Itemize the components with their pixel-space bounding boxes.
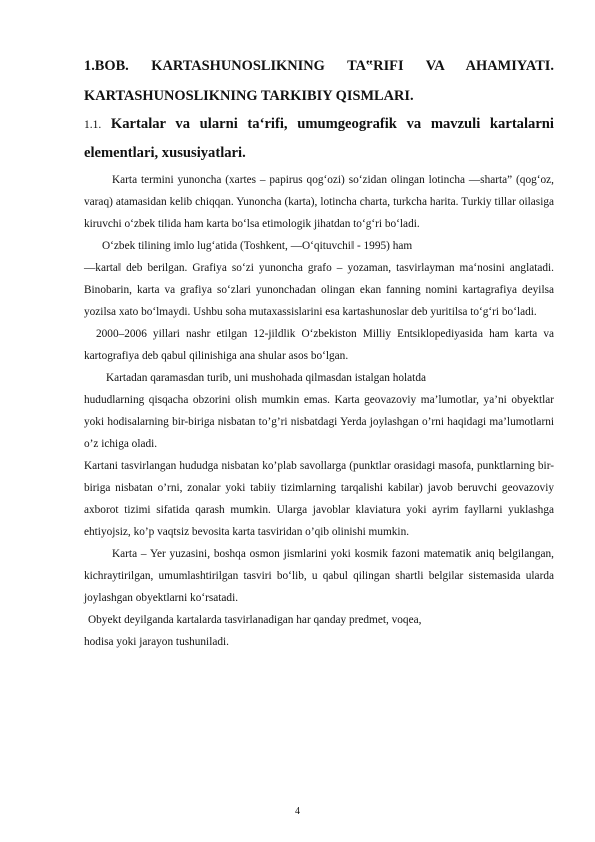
page-content bbox=[84, 50, 554, 653]
paragraph-9: Obyekt deyilganda kartalarda tasvirlanadigan har qanday predmet, voqea, bbox=[88, 614, 422, 626]
paragraph-4: 2000–2006 yillari nashr etilgan 12-jildlik O‘zbekiston Milliy Entsiklopediyasida ham karta va kartografiya deb qabul qilinishiga ana shular asos bo‘lgan. bbox=[84, 328, 554, 362]
chapter-title-line-2: KARTASHUNOSLIKNING TARKIBIY QISMLARI. bbox=[84, 88, 414, 104]
paragraph-5: Kartadan qaramasdan turib, uni mushohada qilmasdan istalgan holatda bbox=[106, 372, 426, 384]
paragraph-7: Kartani tasvirlangan hududga nisbatan ko’plab savollarga (punktlar orasidagi masofa, punktlarning bir-biriga nisbatan o’rni, zonalar yoki tabiiy tizimlarning tarqalishi kabilar) javob beruvchi geovazoviy axborot tizimi sifatida qarash mumkin. Ularga javoblar klaviatura yoki ayrim fayllarni yuklashga ehtiyojsiz, ko’p vaqtsiz bevosita karta tasviridan o’qib olinishi mumkin. bbox=[84, 460, 554, 538]
paragraph-10: hodisa yoki jarayon tushuniladi. bbox=[84, 636, 229, 648]
section-title: Kartalar va ularni ta‘rifi, umumgeografik va mavzuli kartalarni elementlari, xususiyatlari. bbox=[84, 116, 554, 161]
paragraph-2: O‘zbek tilining imlo lug‘atida (Toshkent, ―O‘qituvchi‖ - 1995) ham bbox=[102, 240, 413, 252]
paragraph-6: hududlarning qisqacha obzorini olish mumkin emas. Karta geovazoviy ma’lumotlar, ya’ni obyektlar yoki hodisalarning bir-biriga nisbatan to’g’ri nisbatdagi Yerda joylashgan o’rni haqidagi ma’lumotlarni o’z ichiga oladi. bbox=[84, 394, 554, 450]
page-number: 4 bbox=[295, 806, 300, 817]
chapter-title-line-1: 1.BOB. KARTASHUNOSLIKNING TA‟RIFI VA AHAMIYATI. bbox=[84, 58, 554, 74]
paragraph-3: ―karta‖ deb berilgan. Grafiya so‘zi yunoncha grafo – yozaman, tasvirlayman ma‘nosini anglatadi. Binobarin, karta va grafiya so‘zlari yunonchadan olingan ekan fanning nomini kartagrafiya deyilsa yozilsa xato bo‘lmaydi. Ushbu soha mutaxassislarini esa kartashunoslar deb yuritilsa to‘g‘ri bo‘ladi. bbox=[84, 262, 554, 318]
section-heading bbox=[84, 110, 554, 167]
paragraph-8: Karta – Yer yuzasini, boshqa osmon jismlarini yoki kosmik fazoni matematik aniq belgilangan, kichraytirilgan, umumlashtirilgan tasviri bo‘lib, u qabul qilingan shartli belgilar sistemasida ularda joylashgan obyektlarni ko‘rsatadi. bbox=[84, 548, 554, 604]
section-number: 1.1. bbox=[84, 119, 102, 131]
paragraph-1: Karta termini yunoncha (xartes – papirus qog‘ozi) so‘zidan olingan lotincha ―sharta” (qog‘oz, varaq) atamasidan kelib chiqqan. Yunoncha (karta), lotincha charta, turkcha harita. Turkiy tillar oilasiga kiruvchi o‘zbek tilida ham karta bo‘lsa etimologik jihatdan to‘g‘ri bo‘ladi. bbox=[84, 174, 554, 230]
